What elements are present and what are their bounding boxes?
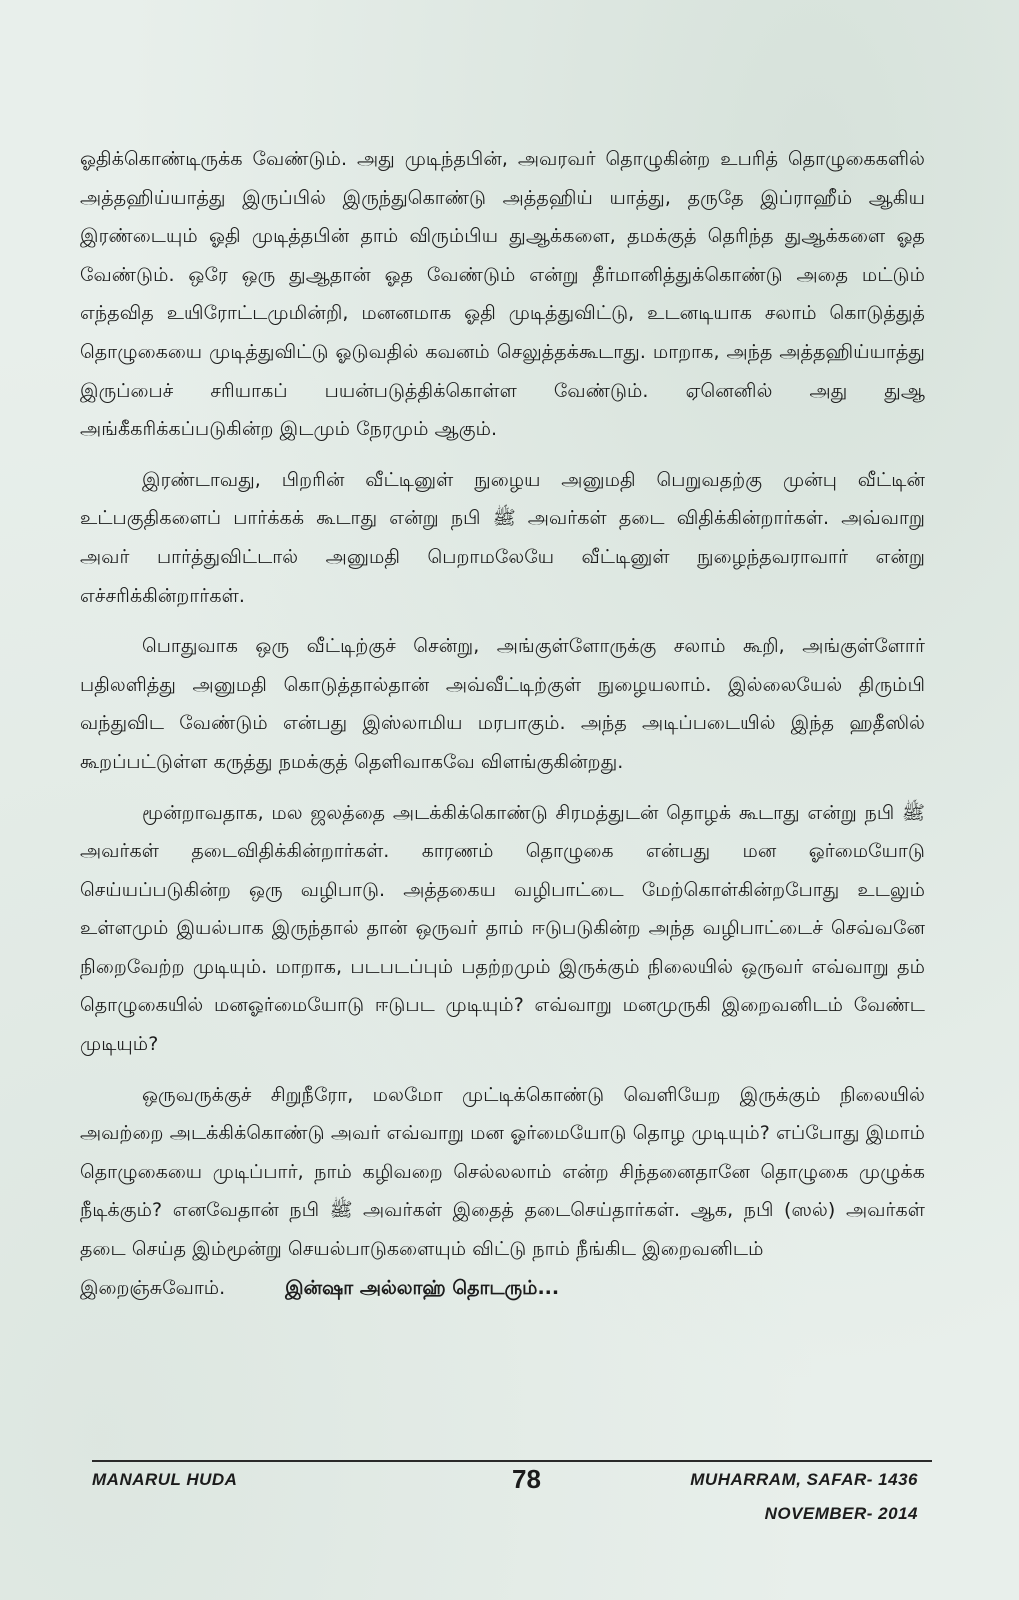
paragraph-2: இரண்டாவது, பிறரின் வீட்டினுள் நுழைய அனுமதி பெறுவதற்கு முன்பு வீட்டின் உட்பகுதிகளைப் பார்க்கக் கூடாது என்று நபி ﷺ அவர்கள் தடை விதிக்கின்றார்கள். அவ்வாறு அவர் பார்த்துவிட்டால் அனுமதி பெறாமலேயே வீட்டினுள் நுழைந்தவராவார் என்று எச்சரிக்கின்றார்கள். xyxy=(80,468,925,607)
to-be-continued: இன்ஷா அல்லாஹ் தொடரும்... xyxy=(285,1276,560,1299)
article-body xyxy=(80,140,925,1307)
paragraph-3: பொதுவாக ஒரு வீட்டிற்குச் சென்று, அங்குள்ளோருக்கு சலாம் கூறி, அங்குள்ளோர் பதிலளித்து அனுமதி கொடுத்தால்தான் அவ்வீட்டிற்குள் நுழையலாம். இல்லையேல் திரும்பி வந்துவிட வேண்டும் என்பது இஸ்லாமிய மரபாகும். அந்த அடிப்படையில் இந்த ஹதீஸில் கூறப்பட்டுள்ள கருத்து நமக்குத் தெளிவாகவே விளங்குகின்றது. xyxy=(80,635,925,773)
page-footer xyxy=(92,1460,932,1540)
gregorian-date: NOVEMBER- 2014 xyxy=(764,1504,918,1523)
hijri-date: MUHARRAM, SAFAR- 1436 xyxy=(690,1470,918,1489)
paragraph-1: ஓதிக்கொண்டிருக்க வேண்டும். அது முடிந்தபின், அவரவர் தொழுகின்ற உபரித் தொழுகைகளில் அத்தஹிய்யாத்து இருப்பில் இருந்துகொண்டு அத்தஹிய் யாத்து, தருதே இப்ராஹீம் ஆகிய இரண்டையும் ஓதி முடித்தபின் தாம் விரும்பிய துஆக்களை, தமக்குத் தெரிந்த துஆக்களை ஓத வேண்டும். ஒரே ஒரு துஆதான் ஓத வேண்டும் என்று தீர்மானித்துக்கொண்டு அதை மட்டும் எந்தவித உயிரோட்டமுமின்றி, மனனமாக ஓதி முடித்துவிட்டு, உடனடியாக சலாம் கொடுத்துத் தொழுகையை முடித்துவிட்டு ஓடுவதில் கவனம் செலுத்தக்கூடாது. மாறாக, அந்த அத்தஹிய்யாத்து இருப்பைச் சரியாகப் பயன்படுத்திக்கொள்ள வேண்டும். ஏனெனில் அது துஆ அங்கீகரிக்கப்படுகின்ற இடமும் நேரமும் ஆகும். xyxy=(80,148,926,441)
paragraph-4: மூன்றாவதாக, மல ஜலத்தை அடக்கிக்கொண்டு சிரமத்துடன் தொழக் கூடாது என்று நபி ﷺ அவர்கள் தடைவிதிக்கின்றார்கள். காரணம் தொழுகை என்பது மன ஓர்மையோடு செய்யப்படுகின்ற ஒரு வழிபாடு. அத்தகைய வழிபாட்டை மேற்கொள்கின்றபோது உடலும் உள்ளமும் இயல்பாக இருந்தால் தான் ஒருவர் தாம் ஈடுபடுகின்ற அந்த வழிபாட்டைச் செவ்வனே நிறைவேற்ற முடியும். மாறாக, படபடப்பும் பதற்றமும் இருக்கும் நிலையில் ஒருவர் எவ்வாறு தம் தொழுகையில் மனஓர்மையோடு ஈடுபட முடியும்? எவ்வாறு மனமுருகி இறைவனிடம் வேண்ட முடியும்? xyxy=(80,801,925,1056)
closing-line: இறைஞ்சுவோம். xyxy=(80,1276,226,1299)
paragraph-5: ஒருவருக்குச் சிறுநீரோ, மலமோ முட்டிக்கொண்டு வெளியேற இருக்கும் நிலையில் அவற்றை அடக்கிக்கொண்டு அவர் எவ்வாறு மன ஓர்மையோடு தொழ முடியும்? எப்போது இமாம் தொழுகையை முடிப்பார், நாம் கழிவறை செல்லலாம் என்ற சிந்தனைதானே தொழுகை முழுக்க நீடிக்கும்? எனவேதான் நபி ﷺ அவர்கள் இதைத் தடைசெய்தார்கள். ஆக, நபி (ஸல்) அவர்கள் தடை செய்த இம்மூன்று செயல்பாடுகளையும் விட்டு நாம் நீங்கிட இறைவனிடம் xyxy=(80,1083,925,1261)
closing-row xyxy=(80,1269,925,1308)
footer-rule xyxy=(92,1460,932,1462)
page-number: 78 xyxy=(512,1464,541,1494)
magazine-name: MANARUL HUDA xyxy=(92,1470,238,1489)
